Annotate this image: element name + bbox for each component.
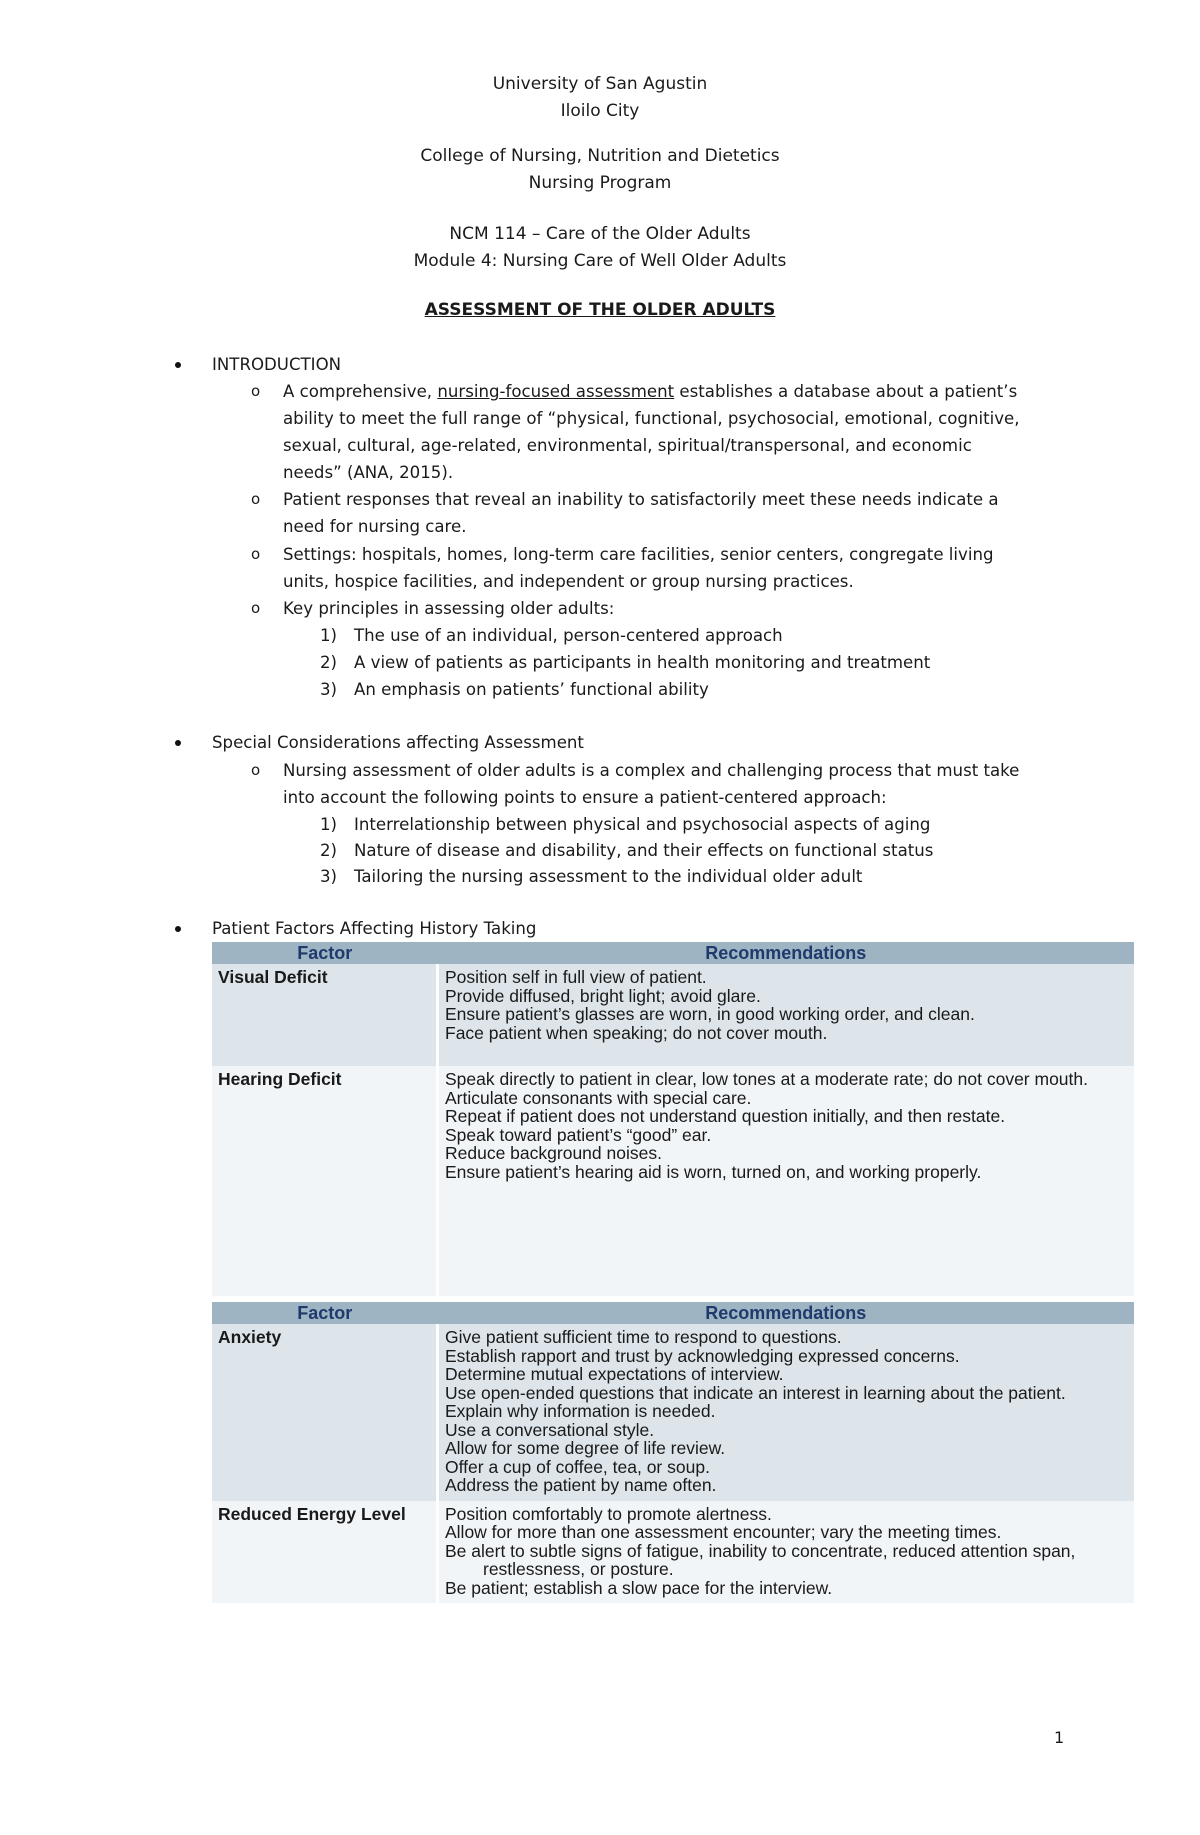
page-title: ASSESSMENT OF THE OLDER ADULTS <box>424 300 776 320</box>
bullet-dot <box>175 926 181 932</box>
list-number: 2) <box>320 841 338 860</box>
recommendation-item: Ensure patient’s glasses are worn, in good working order, and clean. <box>445 1004 975 1024</box>
intro-para-1-line-3: sexual, cultural, age-related, environmental, spiritual/transpersonal, and economic <box>283 436 972 455</box>
list-number: 2) <box>320 653 338 672</box>
special-para-line-2: into account the following points to ensure a patient-centered approach: <box>283 788 887 807</box>
intro-text: A comprehensive, <box>283 382 438 401</box>
recommendations-cell <box>438 1501 1135 1604</box>
table-row <box>212 1324 1134 1501</box>
principle-item: The use of an individual, person-centered approach <box>354 626 783 645</box>
recommendation-item: Ensure patient’s hearing aid is worn, turned on, and working properly. <box>445 1161 982 1182</box>
patient-factors-heading: Patient Factors Affecting History Taking <box>212 919 537 938</box>
special-point: Tailoring the nursing assessment to the individual older adult <box>354 867 863 886</box>
list-number: 3) <box>320 680 338 699</box>
recommendations-cell <box>438 964 1135 1066</box>
sub-bullet: o <box>251 382 261 400</box>
course-name: NCM 114 – Care of the Older Adults <box>449 224 751 244</box>
header-institution <box>0 71 1200 125</box>
intro-para-2-line-2: need for nursing care. <box>283 517 467 536</box>
table-row <box>212 964 1134 1066</box>
principle-item: A view of patients as participants in health monitoring and treatment <box>354 653 931 672</box>
principle-item: An emphasis on patients’ functional ability <box>354 680 709 699</box>
recommendation-item: Speak directly to patient in clear, low tones at a moderate rate; do not cover mouth. <box>445 1069 1088 1089</box>
factors-table-2 <box>212 1302 1134 1603</box>
intro-para-1-line-2: ability to meet the full range of “physical, functional, psychosocial, emotional, cognitive, <box>283 409 1020 428</box>
recommendation-item: Provide diffused, bright light; avoid glare. <box>445 985 761 1006</box>
page-number: 1 <box>1054 1728 1065 1747</box>
intro-para-1-line-1 <box>283 381 1017 403</box>
intro-para-4: Key principles in assessing older adults: <box>283 599 615 618</box>
program-name: Nursing Program <box>528 173 672 193</box>
recommendation-item: Explain why information is needed. <box>445 1401 716 1421</box>
nursing-focused-assessment-text: nursing-focused assessment <box>437 382 675 401</box>
list-number: 1) <box>320 626 338 645</box>
college-name: College of Nursing, Nutrition and Dietetics <box>420 146 780 166</box>
table-row <box>212 1501 1134 1604</box>
university-name: University of San Agustin <box>492 74 708 94</box>
factor-cell: Reduced Energy Level <box>212 1501 438 1604</box>
recommendation-item: Offer a cup of coffee, tea, or soup. <box>445 1456 710 1477</box>
recommendation-item: Allow for more than one assessment encounter; vary the meeting times. <box>445 1522 1002 1542</box>
factors-table-1 <box>212 942 1134 1296</box>
recommendation-item: Repeat if patient does not understand question initially, and then restate. <box>445 1106 1006 1126</box>
recommendation-item: Address the patient by name often. <box>445 1475 717 1495</box>
bullet-dot <box>175 740 181 746</box>
recommendation-item: Position self in full view of patient. <box>445 967 707 987</box>
intro-para-2-line-1: Patient responses that reveal an inability to satisfactorily meet these needs indicate a <box>283 490 999 509</box>
recommendation-item: Position comfortably to promote alertness. <box>445 1503 772 1524</box>
recommendations-cell <box>438 1324 1135 1501</box>
recommendation-item: Reduce background noises. <box>445 1143 662 1163</box>
recommendation-item: Establish rapport and trust by acknowledging expressed concerns. <box>445 1345 960 1366</box>
module-name: Module 4: Nursing Care of Well Older Adults <box>413 251 787 271</box>
special-para-line-1: Nursing assessment of older adults is a complex and challenging process that must take <box>283 761 1020 780</box>
recommendation-item: Use a conversational style. <box>445 1419 655 1440</box>
intro-text: establishes a database about a patient’s <box>674 382 1018 401</box>
recommendation-item: Face patient when speaking; do not cover mouth. <box>445 1022 828 1043</box>
sub-bullet: o <box>251 545 261 563</box>
header-course <box>0 221 1200 275</box>
sub-bullet: o <box>251 490 261 508</box>
column-header-factor: Factor <box>212 1302 438 1324</box>
sub-bullet: o <box>251 599 261 617</box>
recommendation-item: Use open-ended questions that indicate an interest in learning about the patient. <box>445 1382 1066 1403</box>
intro-heading: INTRODUCTION <box>212 355 342 374</box>
factor-cell: Anxiety <box>212 1324 438 1501</box>
recommendation-item: Articulate consonants with special care. <box>445 1087 752 1108</box>
intro-para-1-line-4: needs” (ANA, 2015). <box>283 463 454 482</box>
recommendations-cell <box>438 1066 1135 1296</box>
recommendation-item: Allow for some degree of life review. <box>445 1438 726 1458</box>
recommendation-item: Be patient; establish a slow pace for the interview. <box>445 1577 833 1598</box>
list-number: 1) <box>320 815 338 834</box>
bullet-dot <box>175 362 181 368</box>
intro-para-3-line-2: units, hospice facilities, and independent or group nursing practices. <box>283 572 854 591</box>
column-header-factor: Factor <box>212 942 438 964</box>
list-number: 3) <box>320 867 338 886</box>
factor-cell: Visual Deficit <box>212 964 438 1066</box>
table-row <box>212 1066 1134 1296</box>
recommendation-item: Be alert to subtle signs of fatigue, inability to concentrate, reduced attention span, restlessness, or posture. <box>445 1540 1076 1579</box>
column-header-recommendations: Recommendations <box>438 942 1135 964</box>
header-college <box>0 143 1200 197</box>
special-point: Nature of disease and disability, and their effects on functional status <box>354 841 934 860</box>
recommendation-item: Speak toward patient’s “good” ear. <box>445 1124 712 1145</box>
intro-para-3-line-1: Settings: hospitals, homes, long-term care facilities, senior centers, congregate living <box>283 545 994 564</box>
recommendation-item: Give patient sufficient time to respond to questions. <box>445 1327 842 1347</box>
factor-cell: Hearing Deficit <box>212 1066 438 1296</box>
recommendation-item: Determine mutual expectations of interview. <box>445 1364 784 1384</box>
special-point: Interrelationship between physical and psychosocial aspects of aging <box>354 815 931 834</box>
sub-bullet: o <box>251 761 261 779</box>
column-header-recommendations: Recommendations <box>438 1302 1135 1324</box>
city-name: Iloilo City <box>560 101 640 121</box>
special-heading: Special Considerations affecting Assessment <box>212 733 584 752</box>
